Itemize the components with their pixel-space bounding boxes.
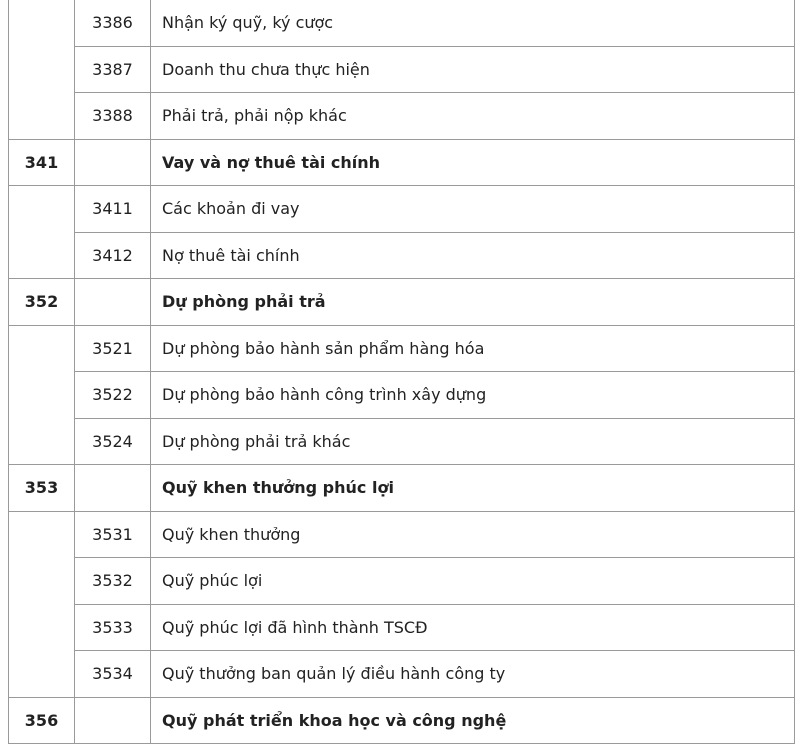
empty-parent-cell (9, 186, 75, 279)
account-row-level2 (9, 372, 795, 419)
empty-parent-cell (9, 325, 75, 465)
account-code-level1: 353 (9, 465, 75, 512)
account-code-level2: 3386 (75, 0, 151, 46)
account-row-level1 (9, 697, 795, 744)
account-code-level2: 3532 (75, 558, 151, 605)
account-code-level2: 3531 (75, 511, 151, 558)
account-row-level2 (9, 558, 795, 605)
account-code-level1: 341 (9, 139, 75, 186)
account-row-level2 (9, 418, 795, 465)
account-row-level2 (9, 93, 795, 140)
account-table (8, 0, 795, 744)
account-row-level2 (9, 511, 795, 558)
account-name: Vay và nợ thuê tài chính (151, 139, 795, 186)
account-row-level2 (9, 651, 795, 698)
empty-parent-cell (9, 0, 75, 139)
account-row-level2 (9, 46, 795, 93)
account-name: Dự phòng phải trả (151, 279, 795, 326)
account-code-level2: 3411 (75, 186, 151, 233)
account-row-level2 (9, 604, 795, 651)
account-name: Nhận ký quỹ, ký cược (151, 0, 795, 46)
account-name: Dự phòng phải trả khác (151, 418, 795, 465)
account-code-level2: 3412 (75, 232, 151, 279)
empty-parent-cell (9, 511, 75, 697)
account-code-level2: 3524 (75, 418, 151, 465)
account-table-body (9, 0, 795, 744)
account-row-level1 (9, 279, 795, 326)
empty-subcode-cell (75, 139, 151, 186)
account-row-level2 (9, 232, 795, 279)
account-code-level2: 3533 (75, 604, 151, 651)
account-code-level1: 356 (9, 697, 75, 744)
account-code-level1: 352 (9, 279, 75, 326)
account-name: Các khoản đi vay (151, 186, 795, 233)
account-name: Quỹ phúc lợi (151, 558, 795, 605)
account-name: Nợ thuê tài chính (151, 232, 795, 279)
account-row-level2 (9, 186, 795, 233)
account-name: Quỹ khen thưởng phúc lợi (151, 465, 795, 512)
account-code-level2: 3387 (75, 46, 151, 93)
account-code-level2: 3521 (75, 325, 151, 372)
account-code-level2: 3534 (75, 651, 151, 698)
account-row-level2 (9, 325, 795, 372)
account-name: Dự phòng bảo hành sản phẩm hàng hóa (151, 325, 795, 372)
account-row-level2 (9, 0, 795, 46)
account-name: Quỹ thưởng ban quản lý điều hành công ty (151, 651, 795, 698)
empty-subcode-cell (75, 697, 151, 744)
account-name: Quỹ khen thưởng (151, 511, 795, 558)
account-name: Doanh thu chưa thực hiện (151, 46, 795, 93)
account-code-level2: 3522 (75, 372, 151, 419)
empty-subcode-cell (75, 279, 151, 326)
account-name: Quỹ phát triển khoa học và công nghệ (151, 697, 795, 744)
account-name: Dự phòng bảo hành công trình xây dựng (151, 372, 795, 419)
account-name: Phải trả, phải nộp khác (151, 93, 795, 140)
account-name: Quỹ phúc lợi đã hình thành TSCĐ (151, 604, 795, 651)
account-row-level1 (9, 139, 795, 186)
empty-subcode-cell (75, 465, 151, 512)
account-row-level1 (9, 465, 795, 512)
account-code-level2: 3388 (75, 93, 151, 140)
